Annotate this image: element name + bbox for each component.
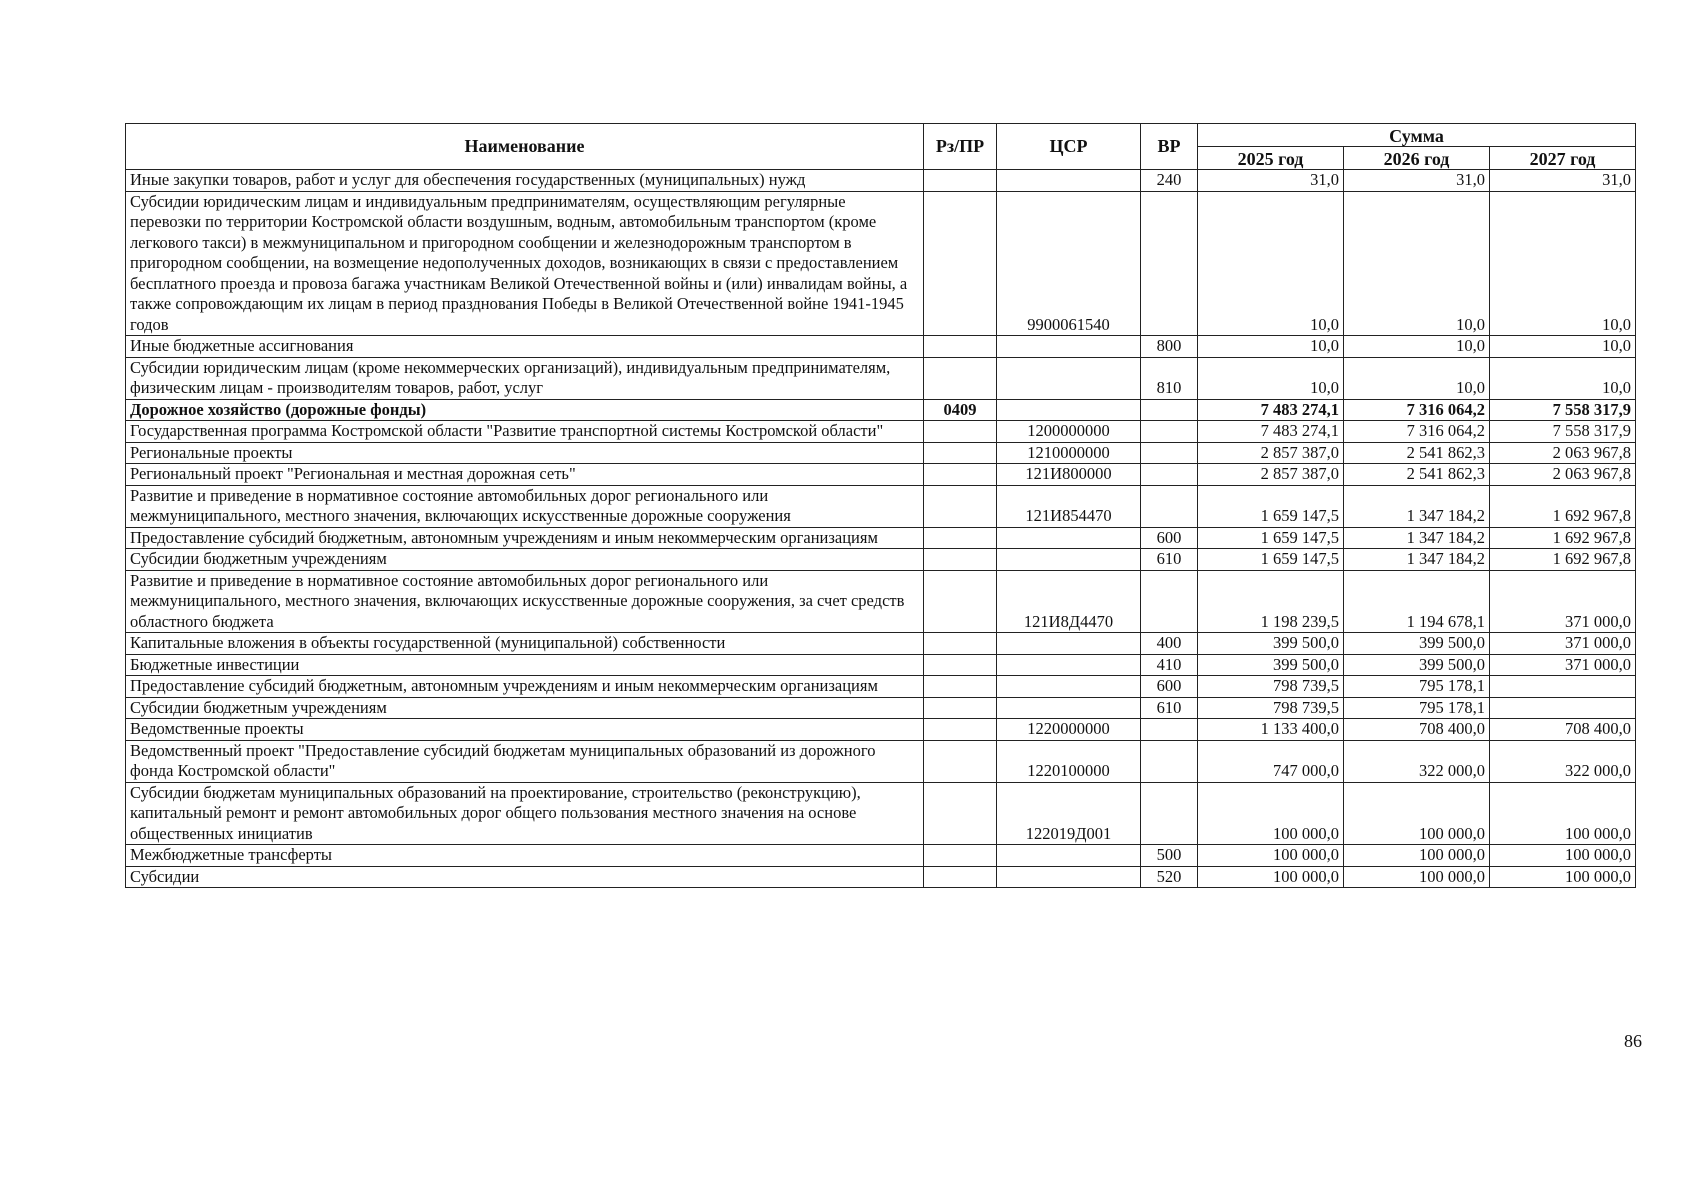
- cell-name: Развитие и приведение в нормативное состояние автомобильных дорог регионального или межмуниципального, местного значения, включающих искусственные дорожные сооружения, за счет средств областного бюджета: [126, 570, 924, 633]
- cell-csr: 121И854470: [997, 485, 1141, 527]
- cell-2026: 10,0: [1344, 191, 1490, 336]
- table-row: [126, 170, 1636, 192]
- cell-csr: [997, 845, 1141, 867]
- cell-name: Субсидии бюджетам муниципальных образований на проектирование, строительство (реконструкцию), капитальный ремонт и ремонт автомобильных дорог общего пользования местного значения на основе общественных инициатив: [126, 782, 924, 845]
- cell-vr: [1141, 570, 1198, 633]
- cell-2025: 10,0: [1198, 336, 1344, 358]
- table-body: [126, 170, 1636, 888]
- cell-name: Ведомственные проекты: [126, 719, 924, 741]
- cell-2025: 798 739,5: [1198, 697, 1344, 719]
- cell-2026: 322 000,0: [1344, 740, 1490, 782]
- cell-rzpr: [924, 654, 997, 676]
- cell-2027: 100 000,0: [1490, 845, 1636, 867]
- cell-rzpr: [924, 866, 997, 888]
- cell-vr: 240: [1141, 170, 1198, 192]
- cell-csr: [997, 633, 1141, 655]
- table-row: [126, 464, 1636, 486]
- cell-vr: 610: [1141, 549, 1198, 571]
- table-row: [126, 697, 1636, 719]
- cell-2026: 100 000,0: [1344, 845, 1490, 867]
- cell-vr: 410: [1141, 654, 1198, 676]
- cell-2027: 371 000,0: [1490, 570, 1636, 633]
- header-sum: Сумма: [1198, 124, 1636, 147]
- cell-2027: 10,0: [1490, 357, 1636, 399]
- cell-2026: 708 400,0: [1344, 719, 1490, 741]
- cell-name: Региональный проект "Региональная и местная дорожная сеть": [126, 464, 924, 486]
- cell-csr: 1220100000: [997, 740, 1141, 782]
- cell-rzpr: [924, 845, 997, 867]
- cell-2027: 10,0: [1490, 191, 1636, 336]
- table-row: [126, 191, 1636, 336]
- table-row: [126, 421, 1636, 443]
- cell-rzpr: [924, 740, 997, 782]
- cell-name: Региональные проекты: [126, 442, 924, 464]
- cell-csr: [997, 336, 1141, 358]
- cell-name: Межбюджетные трансферты: [126, 845, 924, 867]
- cell-2025: 7 483 274,1: [1198, 399, 1344, 421]
- cell-2025: 747 000,0: [1198, 740, 1344, 782]
- page-number: 86: [1624, 1031, 1642, 1051]
- cell-csr: [997, 654, 1141, 676]
- cell-rzpr: [924, 697, 997, 719]
- cell-2025: 7 483 274,1: [1198, 421, 1344, 443]
- cell-csr: [997, 399, 1141, 421]
- table-row: [126, 549, 1636, 571]
- cell-vr: [1141, 399, 1198, 421]
- cell-name: Ведомственный проект "Предоставление субсидий бюджетам муниципальных образований из дорожного фонда Костромской области": [126, 740, 924, 782]
- cell-vr: 800: [1141, 336, 1198, 358]
- cell-2027: 371 000,0: [1490, 654, 1636, 676]
- cell-name: Субсидии бюджетным учреждениям: [126, 697, 924, 719]
- cell-2025: 2 857 387,0: [1198, 442, 1344, 464]
- cell-name: Бюджетные инвестиции: [126, 654, 924, 676]
- cell-rzpr: [924, 633, 997, 655]
- table-row: [126, 570, 1636, 633]
- cell-vr: 520: [1141, 866, 1198, 888]
- header-year-2025: 2025 год: [1198, 147, 1344, 170]
- cell-2026: 100 000,0: [1344, 866, 1490, 888]
- cell-vr: 610: [1141, 697, 1198, 719]
- cell-2027: 1 692 967,8: [1490, 527, 1636, 549]
- cell-2026: 795 178,1: [1344, 676, 1490, 698]
- table-row: [126, 782, 1636, 845]
- cell-name: Дорожное хозяйство (дорожные фонды): [126, 399, 924, 421]
- cell-rzpr: [924, 782, 997, 845]
- cell-2026: 1 347 184,2: [1344, 485, 1490, 527]
- cell-2025: 399 500,0: [1198, 633, 1344, 655]
- cell-2026: 399 500,0: [1344, 633, 1490, 655]
- cell-csr: [997, 697, 1141, 719]
- cell-name: Развитие и приведение в нормативное состояние автомобильных дорог регионального или межмуниципального, местного значения, включающих искусственные дорожные сооружения: [126, 485, 924, 527]
- cell-vr: [1141, 740, 1198, 782]
- cell-name: Субсидии юридическим лицам (кроме некоммерческих организаций), индивидуальным предпринимателям, физическим лицам - производителям товаров, работ, услуг: [126, 357, 924, 399]
- cell-rzpr: [924, 549, 997, 571]
- cell-csr: 9900061540: [997, 191, 1141, 336]
- cell-2025: 100 000,0: [1198, 782, 1344, 845]
- table-row: [126, 485, 1636, 527]
- cell-rzpr: [924, 485, 997, 527]
- cell-2025: 100 000,0: [1198, 866, 1344, 888]
- cell-2026: 100 000,0: [1344, 782, 1490, 845]
- cell-2027: 2 063 967,8: [1490, 464, 1636, 486]
- cell-vr: [1141, 485, 1198, 527]
- cell-rzpr: [924, 676, 997, 698]
- cell-vr: 810: [1141, 357, 1198, 399]
- cell-rzpr: [924, 570, 997, 633]
- cell-2025: 798 739,5: [1198, 676, 1344, 698]
- cell-2026: 10,0: [1344, 336, 1490, 358]
- cell-csr: 1210000000: [997, 442, 1141, 464]
- cell-name: Государственная программа Костромской области "Развитие транспортной системы Костромской области": [126, 421, 924, 443]
- header-row: [126, 124, 1636, 147]
- cell-name: Иные бюджетные ассигнования: [126, 336, 924, 358]
- cell-csr: 122019Д001: [997, 782, 1141, 845]
- cell-2027: 7 558 317,9: [1490, 421, 1636, 443]
- cell-rzpr: [924, 719, 997, 741]
- table-row: [126, 845, 1636, 867]
- cell-name: Предоставление субсидий бюджетным, автономным учреждениям и иным некоммерческим организациям: [126, 527, 924, 549]
- cell-2025: 1 198 239,5: [1198, 570, 1344, 633]
- cell-rzpr: [924, 336, 997, 358]
- cell-csr: [997, 357, 1141, 399]
- cell-vr: 400: [1141, 633, 1198, 655]
- cell-2025: 31,0: [1198, 170, 1344, 192]
- cell-rzpr: [924, 464, 997, 486]
- cell-csr: 1220000000: [997, 719, 1141, 741]
- cell-csr: [997, 676, 1141, 698]
- cell-2025: 10,0: [1198, 357, 1344, 399]
- cell-2026: 399 500,0: [1344, 654, 1490, 676]
- cell-rzpr: [924, 421, 997, 443]
- cell-2025: 1 659 147,5: [1198, 549, 1344, 571]
- cell-csr: 121И800000: [997, 464, 1141, 486]
- cell-csr: 1200000000: [997, 421, 1141, 443]
- cell-csr: [997, 170, 1141, 192]
- table-row: [126, 336, 1636, 358]
- cell-2026: 1 347 184,2: [1344, 549, 1490, 571]
- cell-2026: 1 194 678,1: [1344, 570, 1490, 633]
- cell-name: Иные закупки товаров, работ и услуг для обеспечения государственных (муниципальных) нужд: [126, 170, 924, 192]
- table-row: [126, 719, 1636, 741]
- header-year-2027: 2027 год: [1490, 147, 1636, 170]
- cell-vr: [1141, 421, 1198, 443]
- cell-name: Субсидии: [126, 866, 924, 888]
- table-row: [126, 527, 1636, 549]
- cell-name: Предоставление субсидий бюджетным, автономным учреждениям и иным некоммерческим организациям: [126, 676, 924, 698]
- header-year-2026: 2026 год: [1344, 147, 1490, 170]
- cell-2027: 1 692 967,8: [1490, 485, 1636, 527]
- cell-csr: 121И8Д4470: [997, 570, 1141, 633]
- cell-rzpr: [924, 170, 997, 192]
- cell-2026: 2 541 862,3: [1344, 464, 1490, 486]
- cell-name: Капитальные вложения в объекты государственной (муниципальной) собственности: [126, 633, 924, 655]
- cell-2026: 2 541 862,3: [1344, 442, 1490, 464]
- cell-2027: 100 000,0: [1490, 866, 1636, 888]
- cell-2025: 10,0: [1198, 191, 1344, 336]
- cell-rzpr: [924, 191, 997, 336]
- cell-2027: 31,0: [1490, 170, 1636, 192]
- cell-rzpr: [924, 357, 997, 399]
- cell-2025: 1 659 147,5: [1198, 485, 1344, 527]
- cell-vr: 600: [1141, 527, 1198, 549]
- cell-vr: [1141, 191, 1198, 336]
- cell-2026: 795 178,1: [1344, 697, 1490, 719]
- cell-name: Субсидии бюджетным учреждениям: [126, 549, 924, 571]
- cell-2027: 10,0: [1490, 336, 1636, 358]
- cell-vr: [1141, 782, 1198, 845]
- cell-2026: 1 347 184,2: [1344, 527, 1490, 549]
- cell-2025: 100 000,0: [1198, 845, 1344, 867]
- budget-table: [125, 123, 1636, 888]
- cell-2026: 7 316 064,2: [1344, 421, 1490, 443]
- cell-rzpr: [924, 527, 997, 549]
- table-row: [126, 654, 1636, 676]
- cell-name: Субсидии юридическим лицам и индивидуальным предпринимателям, осуществляющим регулярные перевозки по территории Костромской области воздушным, водным, автомобильным транспортом (кроме легкового такси) в межмуниципальном и пригородном сообщении и железнодорожным транспортом в пригородном сообщении, на возмещение недополученных доходов, возникающих в связи с предоставлением бесплатного проезда и провоза багажа участникам Великой Отечественной войны и (или) инвалидам войны, а также сопровождающим их лицам в период празднования Победы в Великой Отечественной войне 1941-1945 годов: [126, 191, 924, 336]
- header-csr: ЦСР: [997, 124, 1141, 170]
- cell-2025: 2 857 387,0: [1198, 464, 1344, 486]
- table-row: [126, 633, 1636, 655]
- table-row: [126, 676, 1636, 698]
- cell-csr: [997, 866, 1141, 888]
- cell-csr: [997, 549, 1141, 571]
- cell-vr: [1141, 719, 1198, 741]
- header-rzpr: Рз/ПР: [924, 124, 997, 170]
- cell-2027: 322 000,0: [1490, 740, 1636, 782]
- cell-2027: 1 692 967,8: [1490, 549, 1636, 571]
- table-row: [126, 866, 1636, 888]
- header-vr: ВР: [1141, 124, 1198, 170]
- cell-2027: 708 400,0: [1490, 719, 1636, 741]
- cell-2027: [1490, 697, 1636, 719]
- cell-2025: 1 659 147,5: [1198, 527, 1344, 549]
- cell-2025: 399 500,0: [1198, 654, 1344, 676]
- header-name: Наименование: [126, 124, 924, 170]
- cell-rzpr: 0409: [924, 399, 997, 421]
- table-row: [126, 740, 1636, 782]
- cell-vr: 600: [1141, 676, 1198, 698]
- cell-2027: 100 000,0: [1490, 782, 1636, 845]
- cell-2025: 1 133 400,0: [1198, 719, 1344, 741]
- cell-2027: 371 000,0: [1490, 633, 1636, 655]
- cell-2026: 31,0: [1344, 170, 1490, 192]
- table-row: [126, 399, 1636, 421]
- cell-rzpr: [924, 442, 997, 464]
- cell-vr: [1141, 442, 1198, 464]
- cell-2026: 7 316 064,2: [1344, 399, 1490, 421]
- cell-2027: [1490, 676, 1636, 698]
- cell-2026: 10,0: [1344, 357, 1490, 399]
- cell-vr: 500: [1141, 845, 1198, 867]
- cell-vr: [1141, 464, 1198, 486]
- table-row: [126, 357, 1636, 399]
- cell-csr: [997, 527, 1141, 549]
- cell-2027: 7 558 317,9: [1490, 399, 1636, 421]
- table-row: [126, 442, 1636, 464]
- cell-2027: 2 063 967,8: [1490, 442, 1636, 464]
